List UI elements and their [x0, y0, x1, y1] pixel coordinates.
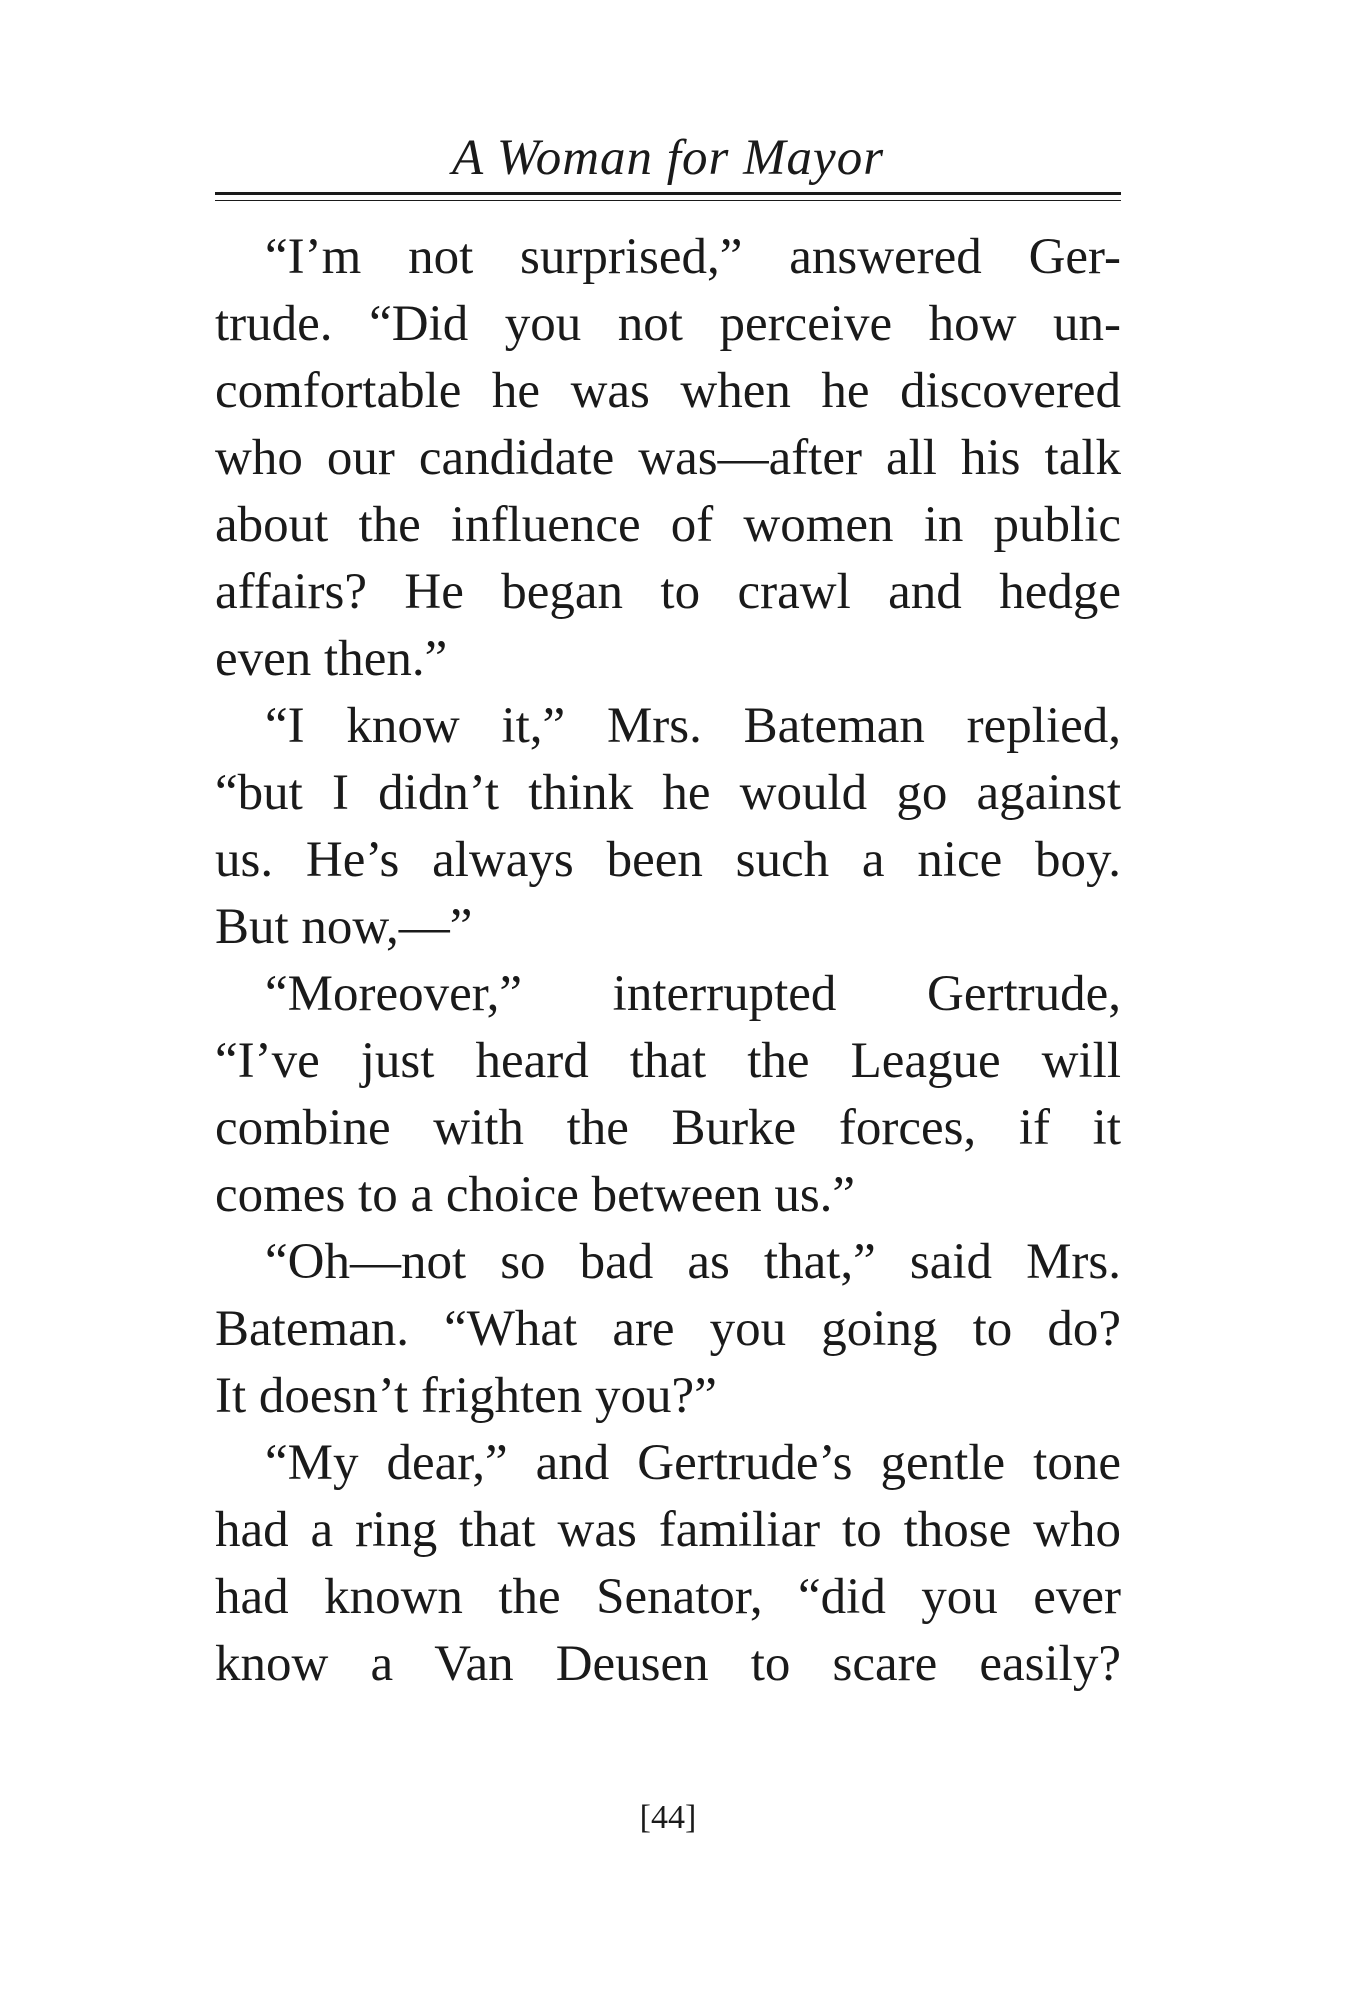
text-line: “I’ve just heard that the League will: [215, 1033, 1121, 1089]
text-line: Bateman. “What are you going to do?: [215, 1301, 1121, 1357]
body-text: [215, 224, 1121, 1698]
text-line: had a ring that was familiar to those who: [215, 1502, 1121, 1558]
header-rule-thin: [215, 200, 1121, 201]
text-line: It doesn’t frighten you?”: [215, 1368, 717, 1424]
text-line: know a Van Deusen to scare easily?: [215, 1636, 1121, 1692]
text-line: “Moreover,” interrupted Gertrude,: [265, 966, 1121, 1022]
text-line: combine with the Burke forces, if it: [215, 1100, 1121, 1156]
text-line: us. He’s always been such a nice boy.: [215, 832, 1121, 888]
text-line: trude. “Did you not perceive how un-: [215, 296, 1121, 352]
text-line: affairs? He began to crawl and hedge: [215, 564, 1121, 620]
text-line: about the influence of women in public: [215, 497, 1121, 553]
text-line: comes to a choice between us.”: [215, 1167, 856, 1223]
text-line: “I know it,” Mrs. Bateman replied,: [265, 698, 1121, 754]
text-line: even then.”: [215, 631, 448, 687]
text-line: “Oh—not so bad as that,” said Mrs.: [265, 1234, 1121, 1290]
text-line: comfortable he was when he discovered: [215, 363, 1121, 419]
header-rule-thick: [215, 192, 1121, 195]
text-line: “but I didn’t think he would go against: [215, 765, 1121, 821]
page-number: [44]: [639, 1799, 697, 1836]
text-line: But now,—”: [215, 899, 473, 955]
text-line: had known the Senator, “did you ever: [215, 1569, 1121, 1625]
running-title: A Woman for Mayor: [451, 130, 885, 186]
text-line: who our candidate was—after all his talk: [215, 430, 1121, 486]
text-line: “My dear,” and Gertrude’s gentle tone: [265, 1435, 1121, 1491]
text-line: “I’m not surprised,” answered Ger-: [265, 229, 1121, 285]
